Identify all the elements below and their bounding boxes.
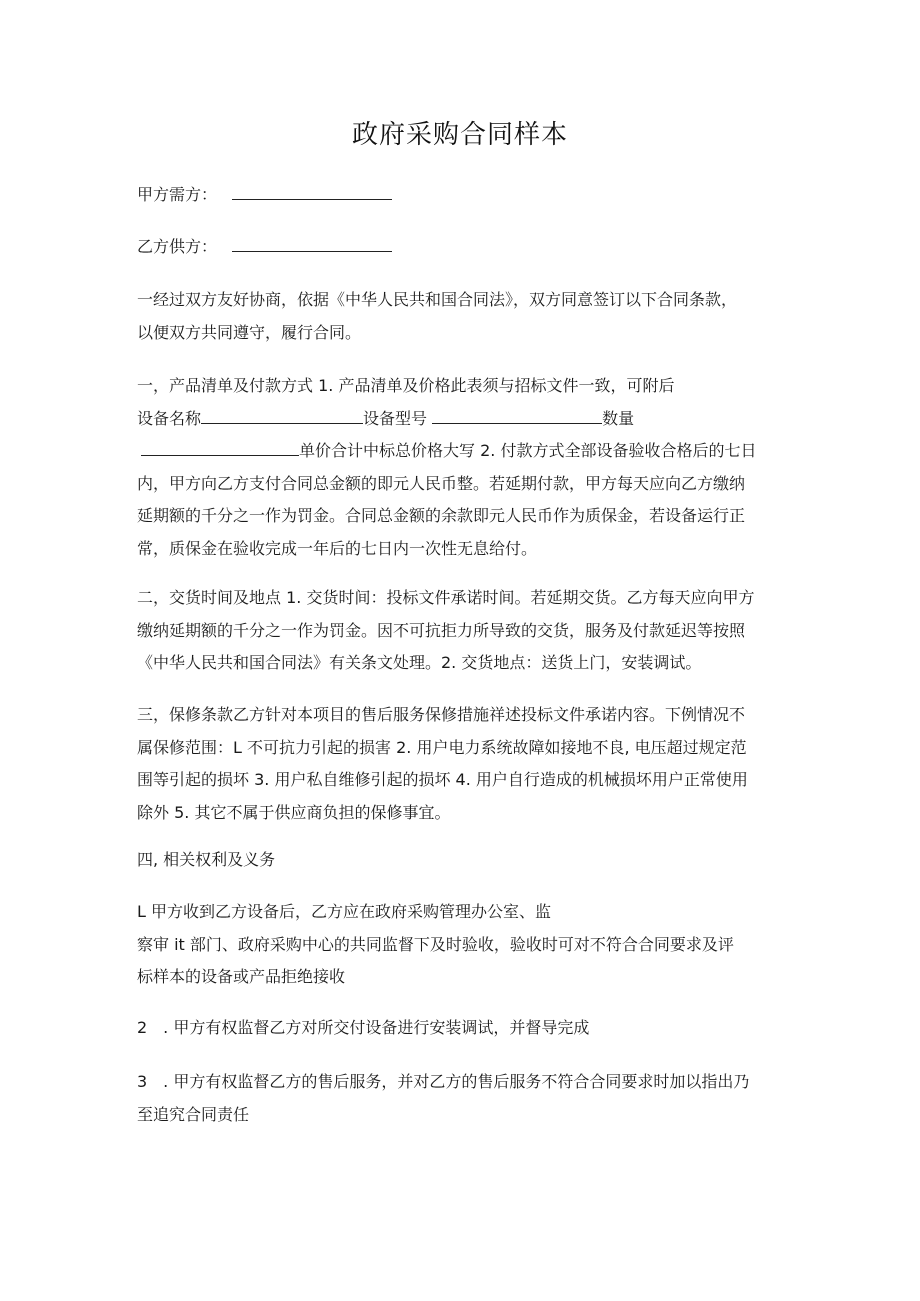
section-2-line: 《中华人民共和国合同法》有关条文处理。2. 交货地点：送货上门，安装调试。 xyxy=(137,653,702,672)
intro-paragraph xyxy=(137,284,797,349)
device-model-blank xyxy=(432,411,602,424)
item-1-line: 察审 it 部门、政府采购中心的共同监督下及时验收，验收时可对不符合合同要求及评 xyxy=(137,934,734,954)
section-1-line: 延期额的千分之一作为罚金。合同总金额的余款即元人民币作为质保金，若设备运行正 xyxy=(137,506,746,525)
section-2-line: 二，交货时间及地点 1. 交货时间：投标文件承诺时间。若延期交货。乙方每天应向甲方 xyxy=(137,588,755,607)
section-1-fields-line xyxy=(137,403,797,436)
section-1-line3-tail: 单价合计中标总价格大写 2. 付款方式全部设备验收合格后的七日 xyxy=(299,441,757,460)
section-1-price-line xyxy=(137,435,797,468)
item-3 xyxy=(137,1066,797,1131)
section-1-line: 一，产品清单及付款方式 1. 产品清单及价格此表须与招标文件一致，可附后 xyxy=(137,376,675,395)
section-1-line: 常，质保金在验收完成一年后的七日内一次性无息给付。 xyxy=(137,538,538,558)
section-2 xyxy=(137,582,797,680)
section-1-line: 内，甲方向乙方支付合同总金额的即元人民币整。若延期付款，甲方每天应向乙方缴纳 xyxy=(137,473,746,493)
party-a-label: 甲方需方： xyxy=(137,185,218,204)
quantity-blank xyxy=(141,443,299,456)
item-1-line: L 甲方收到乙方设备后，乙方应在政府采购管理办公室、监 xyxy=(137,902,552,921)
section-3-line: 除外 5. 其它不属于供应商负担的保修事宜。 xyxy=(137,802,451,822)
section-2-line: 缴纳延期额的千分之一作为罚金。因不可抗拒力所导致的交货，服务及付款延迟等按照 xyxy=(137,620,746,640)
party-b-line xyxy=(137,231,797,264)
section-4-title xyxy=(137,844,797,877)
item-2-line: 2 . 甲方有权监督乙方对所交付设备进行安装调试，并督导完成 xyxy=(137,1018,590,1037)
party-b-label: 乙方供方： xyxy=(137,237,218,256)
party-a-line xyxy=(137,179,797,212)
section-3 xyxy=(137,699,797,829)
party-a-blank xyxy=(232,187,392,200)
section-3-line: 围等引起的损坏 3. 用户私自维修引起的损坏 4. 用户自行造成的机械损坏用户正常使用 xyxy=(137,770,748,789)
intro-line: 以便双方共同遵守，履行合同。 xyxy=(137,322,362,342)
section-3-line: 三，保修条款乙方针对本项目的售后服务保修措施祥述投标文件承诺内容。下例情况不 xyxy=(137,705,746,724)
quantity-label: 数量 xyxy=(602,408,635,428)
item-1-line: 标样本的设备或产品拒绝接收 xyxy=(137,967,346,986)
document-title: 政府采购合同样本 xyxy=(351,120,568,150)
item-1 xyxy=(137,896,797,994)
item-3-line: 3 . 甲方有权监督乙方的售后服务，并对乙方的售后服务不符合合同要求时加以指出乃 xyxy=(137,1072,750,1091)
section-4-title-text: 四, 相关权利及义务 xyxy=(137,850,276,869)
section-1 xyxy=(137,370,797,565)
device-model-label: 设备型号 xyxy=(363,408,428,428)
item-3-line: 至追究合同责任 xyxy=(137,1104,250,1124)
item-2 xyxy=(137,1012,797,1045)
party-b-blank xyxy=(232,239,392,252)
device-name-label: 设备名称 xyxy=(137,408,202,428)
section-3-line: 属保修范围：L 不可抗力引起的损害 2. 用户电力系统故障如接地不良, 电压超过规定范 xyxy=(137,737,747,757)
intro-line: 一经过双方友好协商，依据《中华人民共和国合同法》，双方同意签订以下合同条款， xyxy=(137,290,738,309)
device-name-blank xyxy=(201,411,363,424)
